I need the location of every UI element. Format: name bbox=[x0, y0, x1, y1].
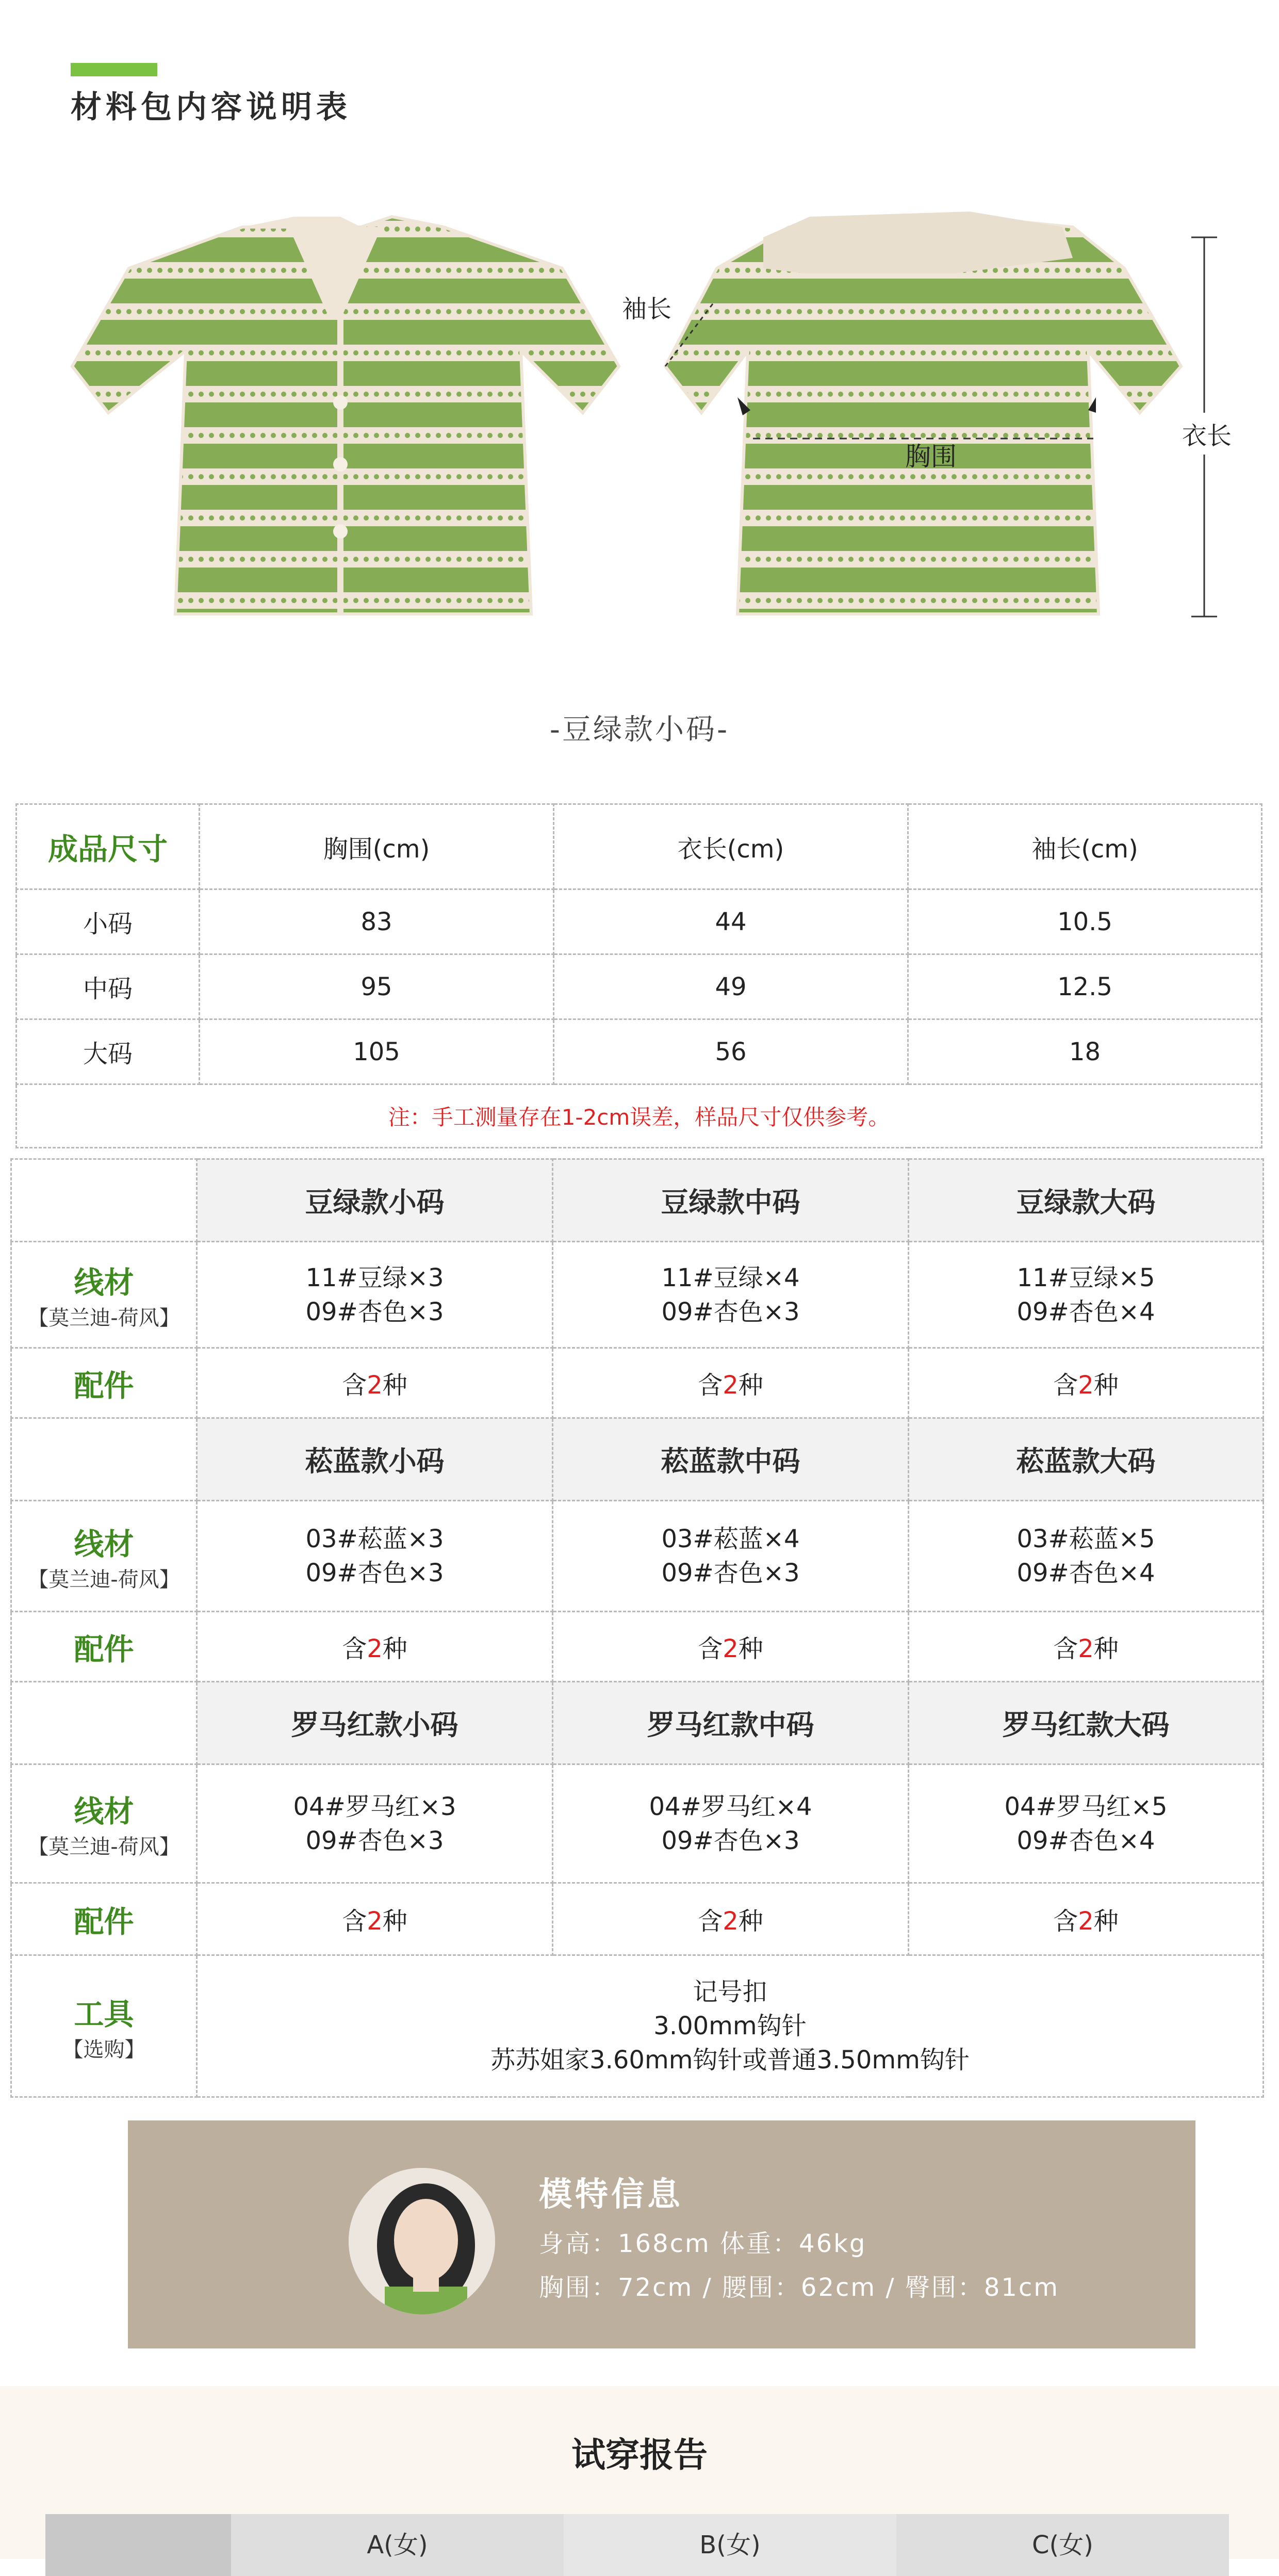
yarn-line: 09#杏色×4 bbox=[1016, 1297, 1155, 1326]
model-measurements: 胸围：72cm / 腰围：62cm / 臀围：81cm bbox=[539, 2273, 1060, 2302]
accessory-label: 配件 bbox=[11, 1348, 197, 1418]
table-row bbox=[17, 954, 1262, 1019]
table-row bbox=[11, 1242, 1264, 1348]
table-cell-empty bbox=[11, 1159, 197, 1242]
table-cell bbox=[197, 1612, 553, 1682]
section-accent-bar bbox=[71, 63, 157, 76]
yarn-line: 09#杏色×3 bbox=[305, 1559, 444, 1587]
table-header-cell: 豆绿款中码 bbox=[553, 1159, 909, 1242]
acc-prefix: 含 bbox=[342, 1634, 367, 1663]
table-cell: 95 bbox=[200, 954, 554, 1019]
model-portrait bbox=[349, 2168, 495, 2314]
acc-prefix: 含 bbox=[1053, 1907, 1078, 1936]
table-header-cell: 罗马红款小码 bbox=[197, 1682, 553, 1764]
acc-suffix: 种 bbox=[382, 1371, 407, 1400]
sleeve-length-label: 袖长 bbox=[619, 289, 675, 325]
acc-suffix: 种 bbox=[382, 1634, 407, 1663]
section-title: 材料包内容说明表 bbox=[71, 89, 351, 125]
garment-illustration bbox=[0, 196, 1279, 640]
yarn-label: 线材 bbox=[74, 1265, 134, 1300]
yarn-line: 11#豆绿×3 bbox=[305, 1263, 444, 1292]
table-header-cell: 罗马红款中码 bbox=[553, 1682, 909, 1764]
trial-header-cell: A(女) bbox=[231, 2514, 564, 2576]
table-cell: 49 bbox=[554, 954, 908, 1019]
tools-label-cell bbox=[11, 1955, 197, 2097]
yarn-line: 09#杏色×3 bbox=[305, 1297, 444, 1326]
table-note: 注：手工测量存在1-2cm误差，样品尺寸仅供参考。 bbox=[17, 1084, 1262, 1148]
acc-suffix: 种 bbox=[738, 1907, 763, 1936]
acc-prefix: 含 bbox=[1053, 1634, 1078, 1663]
yarn-line: 09#杏色×4 bbox=[1016, 1559, 1155, 1587]
table-cell bbox=[553, 1242, 909, 1348]
yarn-label-cell bbox=[11, 1242, 197, 1348]
acc-suffix: 种 bbox=[1093, 1634, 1119, 1663]
table-cell bbox=[553, 1501, 909, 1612]
table-cell bbox=[909, 1883, 1264, 1955]
tool-item: 记号扣 bbox=[693, 1978, 767, 2006]
acc-prefix: 含 bbox=[342, 1907, 367, 1936]
yarn-line: 09#杏色×3 bbox=[305, 1826, 444, 1855]
acc-prefix: 含 bbox=[698, 1371, 723, 1400]
table-row bbox=[11, 1501, 1264, 1612]
yarn-sub-label: 【莫兰迪-荷风】 bbox=[28, 1567, 180, 1592]
table-header-cell: 豆绿款大码 bbox=[909, 1159, 1264, 1242]
accessory-label: 配件 bbox=[11, 1612, 197, 1682]
table-cell-empty bbox=[11, 1418, 197, 1501]
yarn-label: 线材 bbox=[74, 1526, 134, 1562]
table-header-cell: 袖长(cm) bbox=[908, 804, 1262, 889]
table-cell bbox=[909, 1242, 1264, 1348]
table-cell bbox=[553, 1764, 909, 1883]
table-row bbox=[11, 1418, 1264, 1501]
accessory-label: 配件 bbox=[11, 1883, 197, 1955]
yarn-label-cell bbox=[11, 1764, 197, 1883]
table-header-cell: 菘蓝款大码 bbox=[909, 1418, 1264, 1501]
acc-prefix: 含 bbox=[1053, 1371, 1078, 1400]
yarn-line: 03#菘蓝×4 bbox=[661, 1525, 800, 1553]
table-header-cell: 菘蓝款中码 bbox=[553, 1418, 909, 1501]
table-cell: 44 bbox=[554, 889, 908, 954]
table-cell-empty bbox=[11, 1682, 197, 1764]
tools-sub-label: 【选购】 bbox=[62, 2037, 145, 2062]
table-row bbox=[17, 804, 1262, 889]
tool-item: 3.00mm钩针 bbox=[653, 2012, 807, 2040]
table-header-cell: 豆绿款小码 bbox=[197, 1159, 553, 1242]
table-cell: 大码 bbox=[17, 1019, 200, 1084]
yarn-line: 11#豆绿×5 bbox=[1016, 1263, 1155, 1292]
acc-count: 2 bbox=[1078, 1907, 1094, 1936]
table-cell: 18 bbox=[908, 1019, 1262, 1084]
yarn-label-cell bbox=[11, 1501, 197, 1612]
table-row bbox=[11, 1348, 1264, 1418]
yarn-line: 04#罗马红×5 bbox=[1004, 1792, 1168, 1821]
model-info-panel bbox=[128, 2120, 1195, 2348]
table-header-cell: 胸围(cm) bbox=[200, 804, 554, 889]
yarn-line: 11#豆绿×4 bbox=[661, 1263, 800, 1292]
tool-item: 苏苏姐家3.60mm钩针或普通3.50mm钩针 bbox=[490, 2046, 970, 2075]
table-cell bbox=[909, 1348, 1264, 1418]
size-subtitle: -豆绿款小码- bbox=[549, 713, 730, 747]
acc-count: 2 bbox=[367, 1371, 383, 1400]
table-cell: 105 bbox=[200, 1019, 554, 1084]
yarn-line: 04#罗马红×4 bbox=[649, 1792, 812, 1821]
table-cell bbox=[197, 1883, 553, 1955]
acc-count: 2 bbox=[723, 1371, 739, 1400]
acc-suffix: 种 bbox=[382, 1907, 407, 1936]
acc-count: 2 bbox=[723, 1907, 739, 1936]
table-row bbox=[11, 1955, 1264, 2097]
table-cell bbox=[197, 1501, 553, 1612]
yarn-line: 09#杏色×3 bbox=[661, 1297, 800, 1326]
table-cell bbox=[553, 1612, 909, 1682]
table-row bbox=[11, 1682, 1264, 1764]
material-table bbox=[10, 1158, 1264, 2098]
body-length-label: 衣长 bbox=[1180, 413, 1234, 455]
table-cell bbox=[553, 1348, 909, 1418]
table-cell bbox=[909, 1501, 1264, 1612]
trial-table-header bbox=[45, 2514, 1229, 2559]
table-cell bbox=[197, 1764, 553, 1883]
table-row bbox=[17, 889, 1262, 954]
size-table bbox=[15, 803, 1262, 1148]
acc-suffix: 种 bbox=[1093, 1371, 1119, 1400]
trial-header-cell bbox=[45, 2514, 231, 2576]
acc-count: 2 bbox=[1078, 1371, 1094, 1400]
table-cell: 12.5 bbox=[908, 954, 1262, 1019]
table-cell: 中码 bbox=[17, 954, 200, 1019]
acc-count: 2 bbox=[367, 1907, 383, 1936]
yarn-sub-label: 【莫兰迪-荷风】 bbox=[28, 1835, 180, 1859]
yarn-label: 线材 bbox=[74, 1794, 134, 1829]
acc-prefix: 含 bbox=[342, 1371, 367, 1400]
table-cell: 10.5 bbox=[908, 889, 1262, 954]
model-title: 模特信息 bbox=[539, 2176, 683, 2214]
table-header-cell: 菘蓝款小码 bbox=[197, 1418, 553, 1501]
table-row bbox=[11, 1883, 1264, 1955]
acc-count: 2 bbox=[1078, 1634, 1094, 1663]
yarn-line: 09#杏色×3 bbox=[661, 1826, 800, 1855]
table-header-cell: 衣长(cm) bbox=[554, 804, 908, 889]
acc-prefix: 含 bbox=[698, 1907, 723, 1936]
table-row bbox=[11, 1764, 1264, 1883]
table-header-cell: 罗马红款大码 bbox=[909, 1682, 1264, 1764]
table-cell bbox=[909, 1612, 1264, 1682]
acc-suffix: 种 bbox=[1093, 1907, 1119, 1936]
trial-header-cell: B(女) bbox=[564, 2514, 896, 2576]
table-cell: 小码 bbox=[17, 889, 200, 954]
acc-suffix: 种 bbox=[738, 1371, 763, 1400]
tools-label: 工具 bbox=[74, 1996, 134, 2032]
table-row bbox=[11, 1612, 1264, 1682]
table-cell bbox=[197, 1242, 553, 1348]
garment-diagram bbox=[0, 196, 1279, 640]
table-row bbox=[17, 1019, 1262, 1084]
yarn-line: 03#菘蓝×3 bbox=[305, 1525, 444, 1553]
table-row bbox=[17, 1084, 1262, 1148]
trial-header-cell: C(女) bbox=[896, 2514, 1229, 2576]
model-avatar bbox=[349, 2168, 495, 2314]
table-cell: 83 bbox=[200, 889, 554, 954]
table-row bbox=[11, 1159, 1264, 1242]
trial-report-title: 试穿报告 bbox=[571, 2435, 708, 2475]
yarn-line: 09#杏色×3 bbox=[661, 1559, 800, 1587]
table-cell bbox=[197, 1348, 553, 1418]
tools-list bbox=[197, 1955, 1264, 2097]
yarn-line: 09#杏色×4 bbox=[1016, 1826, 1155, 1855]
yarn-line: 03#菘蓝×5 bbox=[1016, 1525, 1155, 1553]
table-header-cell: 成品尺寸 bbox=[17, 804, 200, 889]
acc-prefix: 含 bbox=[698, 1634, 723, 1663]
chest-label: 胸围 bbox=[905, 442, 957, 472]
model-height-weight: 身高：168cm 体重：46kg bbox=[539, 2229, 867, 2258]
table-cell bbox=[553, 1883, 909, 1955]
table-cell bbox=[909, 1764, 1264, 1883]
front-view bbox=[72, 217, 619, 614]
yarn-line: 04#罗马红×3 bbox=[293, 1792, 456, 1821]
table-cell: 56 bbox=[554, 1019, 908, 1084]
yarn-sub-label: 【莫兰迪-荷风】 bbox=[28, 1306, 180, 1330]
acc-suffix: 种 bbox=[738, 1634, 763, 1663]
acc-count: 2 bbox=[367, 1634, 383, 1663]
acc-count: 2 bbox=[723, 1634, 739, 1663]
